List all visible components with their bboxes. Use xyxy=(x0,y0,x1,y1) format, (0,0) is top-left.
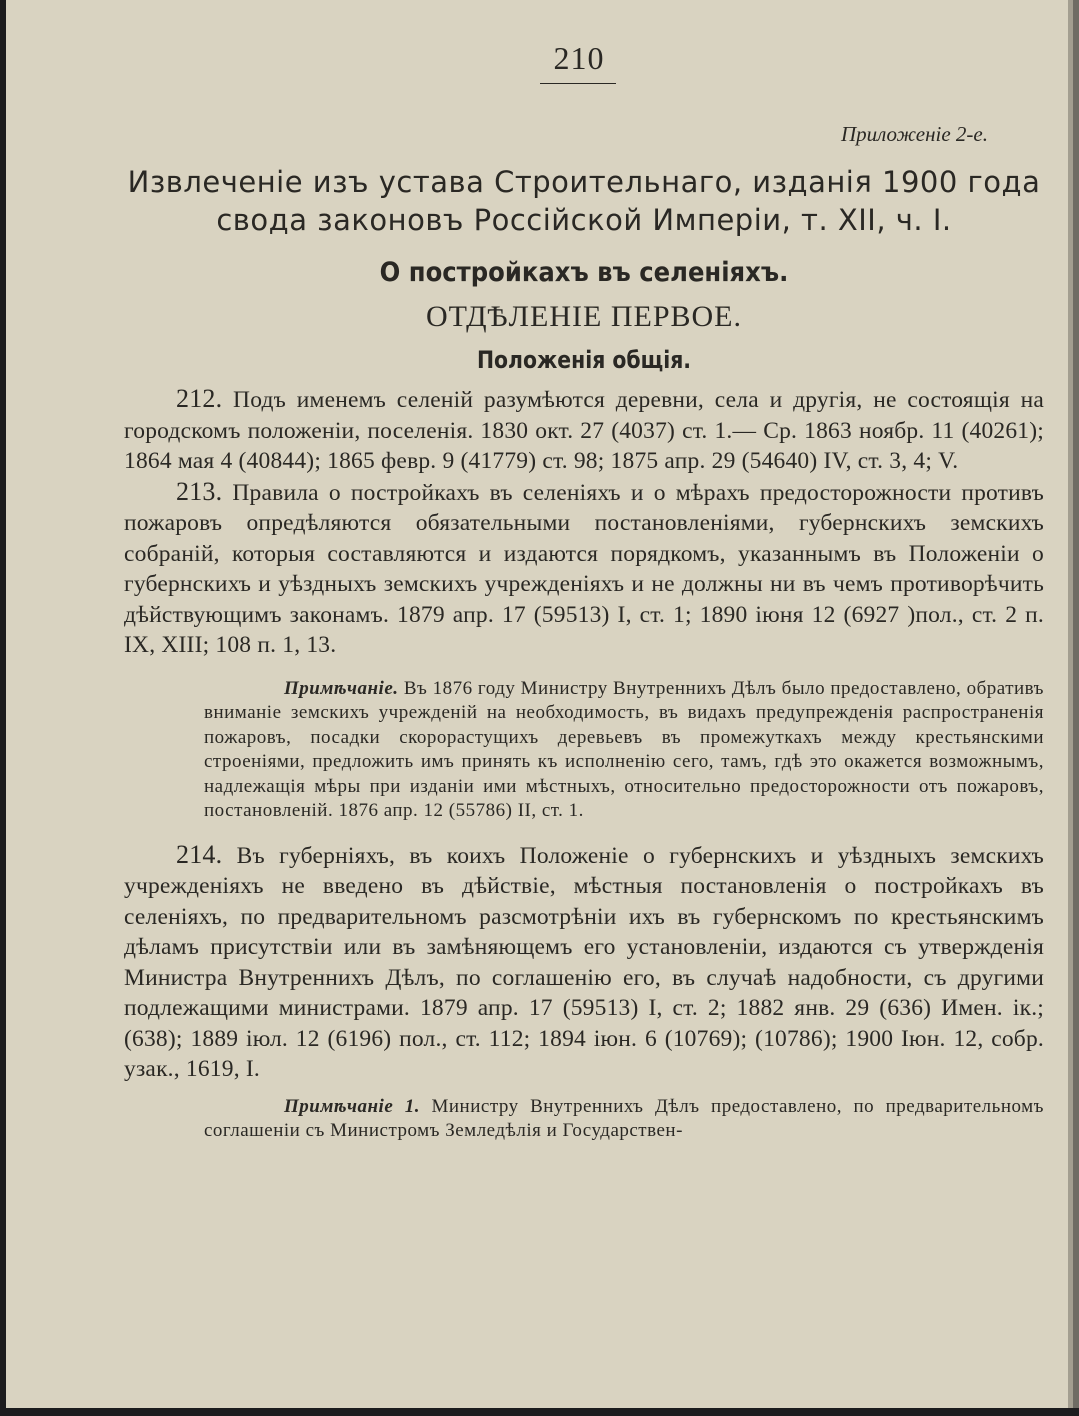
article-text: Подъ именемъ селеній разумѣются деревни, села и другія, не состоящія на городскомъ положеніи, поселенія. 1830 окт. 27 (4037) ст. 1.— Ср. 1863 ноябр. 11 (40261); 1864 мая 4 (40844); 1865 февр. 9 (41779) ст. 98; 1875 апр. 29 (54640) IV, ст. 3, 4; V. xyxy=(124,387,1044,474)
page-edge xyxy=(1073,0,1079,1408)
article-212 xyxy=(124,384,1044,477)
article-number: 212. xyxy=(176,384,223,413)
title-line-2: свода законовъ Россійской Имперіи, т. XII, ч. I. xyxy=(216,203,952,237)
document-title xyxy=(124,163,1044,239)
article-number: 214. xyxy=(176,839,223,869)
document-subtitle: О постройкахъ въ селеніяхъ. xyxy=(379,257,789,288)
page-content xyxy=(124,40,1044,1144)
book-page xyxy=(6,0,1074,1408)
note-heading: Примѣчаніе 1. xyxy=(284,1095,420,1117)
note-214-1 xyxy=(204,1095,1044,1144)
article-text: Въ губерніяхъ, въ коихъ Положеніе о губернскихъ и уѣздныхъ земскихъ учрежденіяхъ не введено въ дѣйствіе, мѣстныя постановленія о постройкахъ въ селеніяхъ, по предварительномъ разсмотрѣніи ихъ въ губернскомъ по крестьянскимъ дѣламъ присутствіи или въ замѣняющемъ его установленіи, издаются съ утвержденія Министра Внутреннихъ Дѣлъ, по соглашенію его, въ случаѣ надобности, съ другими подлежащими министрами. 1879 апр. 17 (59513) I, ст. 2; 1882 янв. 29 (636) Имен. ік.; (638); 1889 іюл. 12 (6196) пол., ст. 112; 1894 іюн. 6 (10769); (10786); 1900 Іюн. 12, собр. узак., 1619, I. xyxy=(124,842,1045,1082)
note-text: Министру Внутреннихъ Дѣлъ предоставлено, по предварительномъ соглашеніи съ Министромъ Земледѣлія и Государствен- xyxy=(204,1095,1044,1141)
article-214 xyxy=(124,840,1044,1085)
article-213 xyxy=(124,477,1044,661)
page-number-rule xyxy=(540,83,616,84)
page-number: 210 xyxy=(553,40,605,76)
note-213 xyxy=(204,677,1044,824)
title-line-1: Извлеченіе изъ устава Строительнаго, изданія 1900 года xyxy=(127,165,1041,199)
article-number: 213. xyxy=(176,476,223,506)
section-subheading: Положенія общія. xyxy=(476,346,692,374)
note-text: Въ 1876 году Министру Внутреннихъ Дѣлъ было предоставлено, обративъ вниманіе земскихъ учрежденій на необходимость, въ видахъ предупрежденія распространенія пожаровъ, посадки скорорастущихъ деревьевъ въ промежуткахъ между крестьянскими строеніями, предложить имъ принять къ исполненію сего, тамъ, гдѣ это окажется возможнымъ, надлежащія мѣры при изданіи ими мѣстныхъ, относительно предосторожности отъ пожаровъ, постановленій. 1876 апр. 12 (55786) II, ст. 1. xyxy=(204,677,1045,821)
section-heading: ОТДѢЛЕНІЕ ПЕРВОЕ. xyxy=(425,300,743,333)
article-text: Правила о постройкахъ въ селеніяхъ и о мѣрахъ предосторожности противъ пожаровъ опредѣляются обязательными постановленіями, губернскихъ земскихъ собраній, которыя составляются и издаются порядкомъ, указаннымъ въ Положеніи о губернскихъ и уѣздныхъ земскихъ учрежденіяхъ и не должны ни въ чемъ противорѣчить дѣйствующимъ законамъ. 1879 апр. 17 (59513) I, ст. 1; 1890 іюня 12 (6927 )пол., ст. 2 п. IX, XIII; 108 п. 1, 13. xyxy=(124,479,1044,658)
note-heading: Примѣчаніе. xyxy=(284,677,399,699)
appendix-label: Приложеніе 2-е. xyxy=(840,122,988,146)
